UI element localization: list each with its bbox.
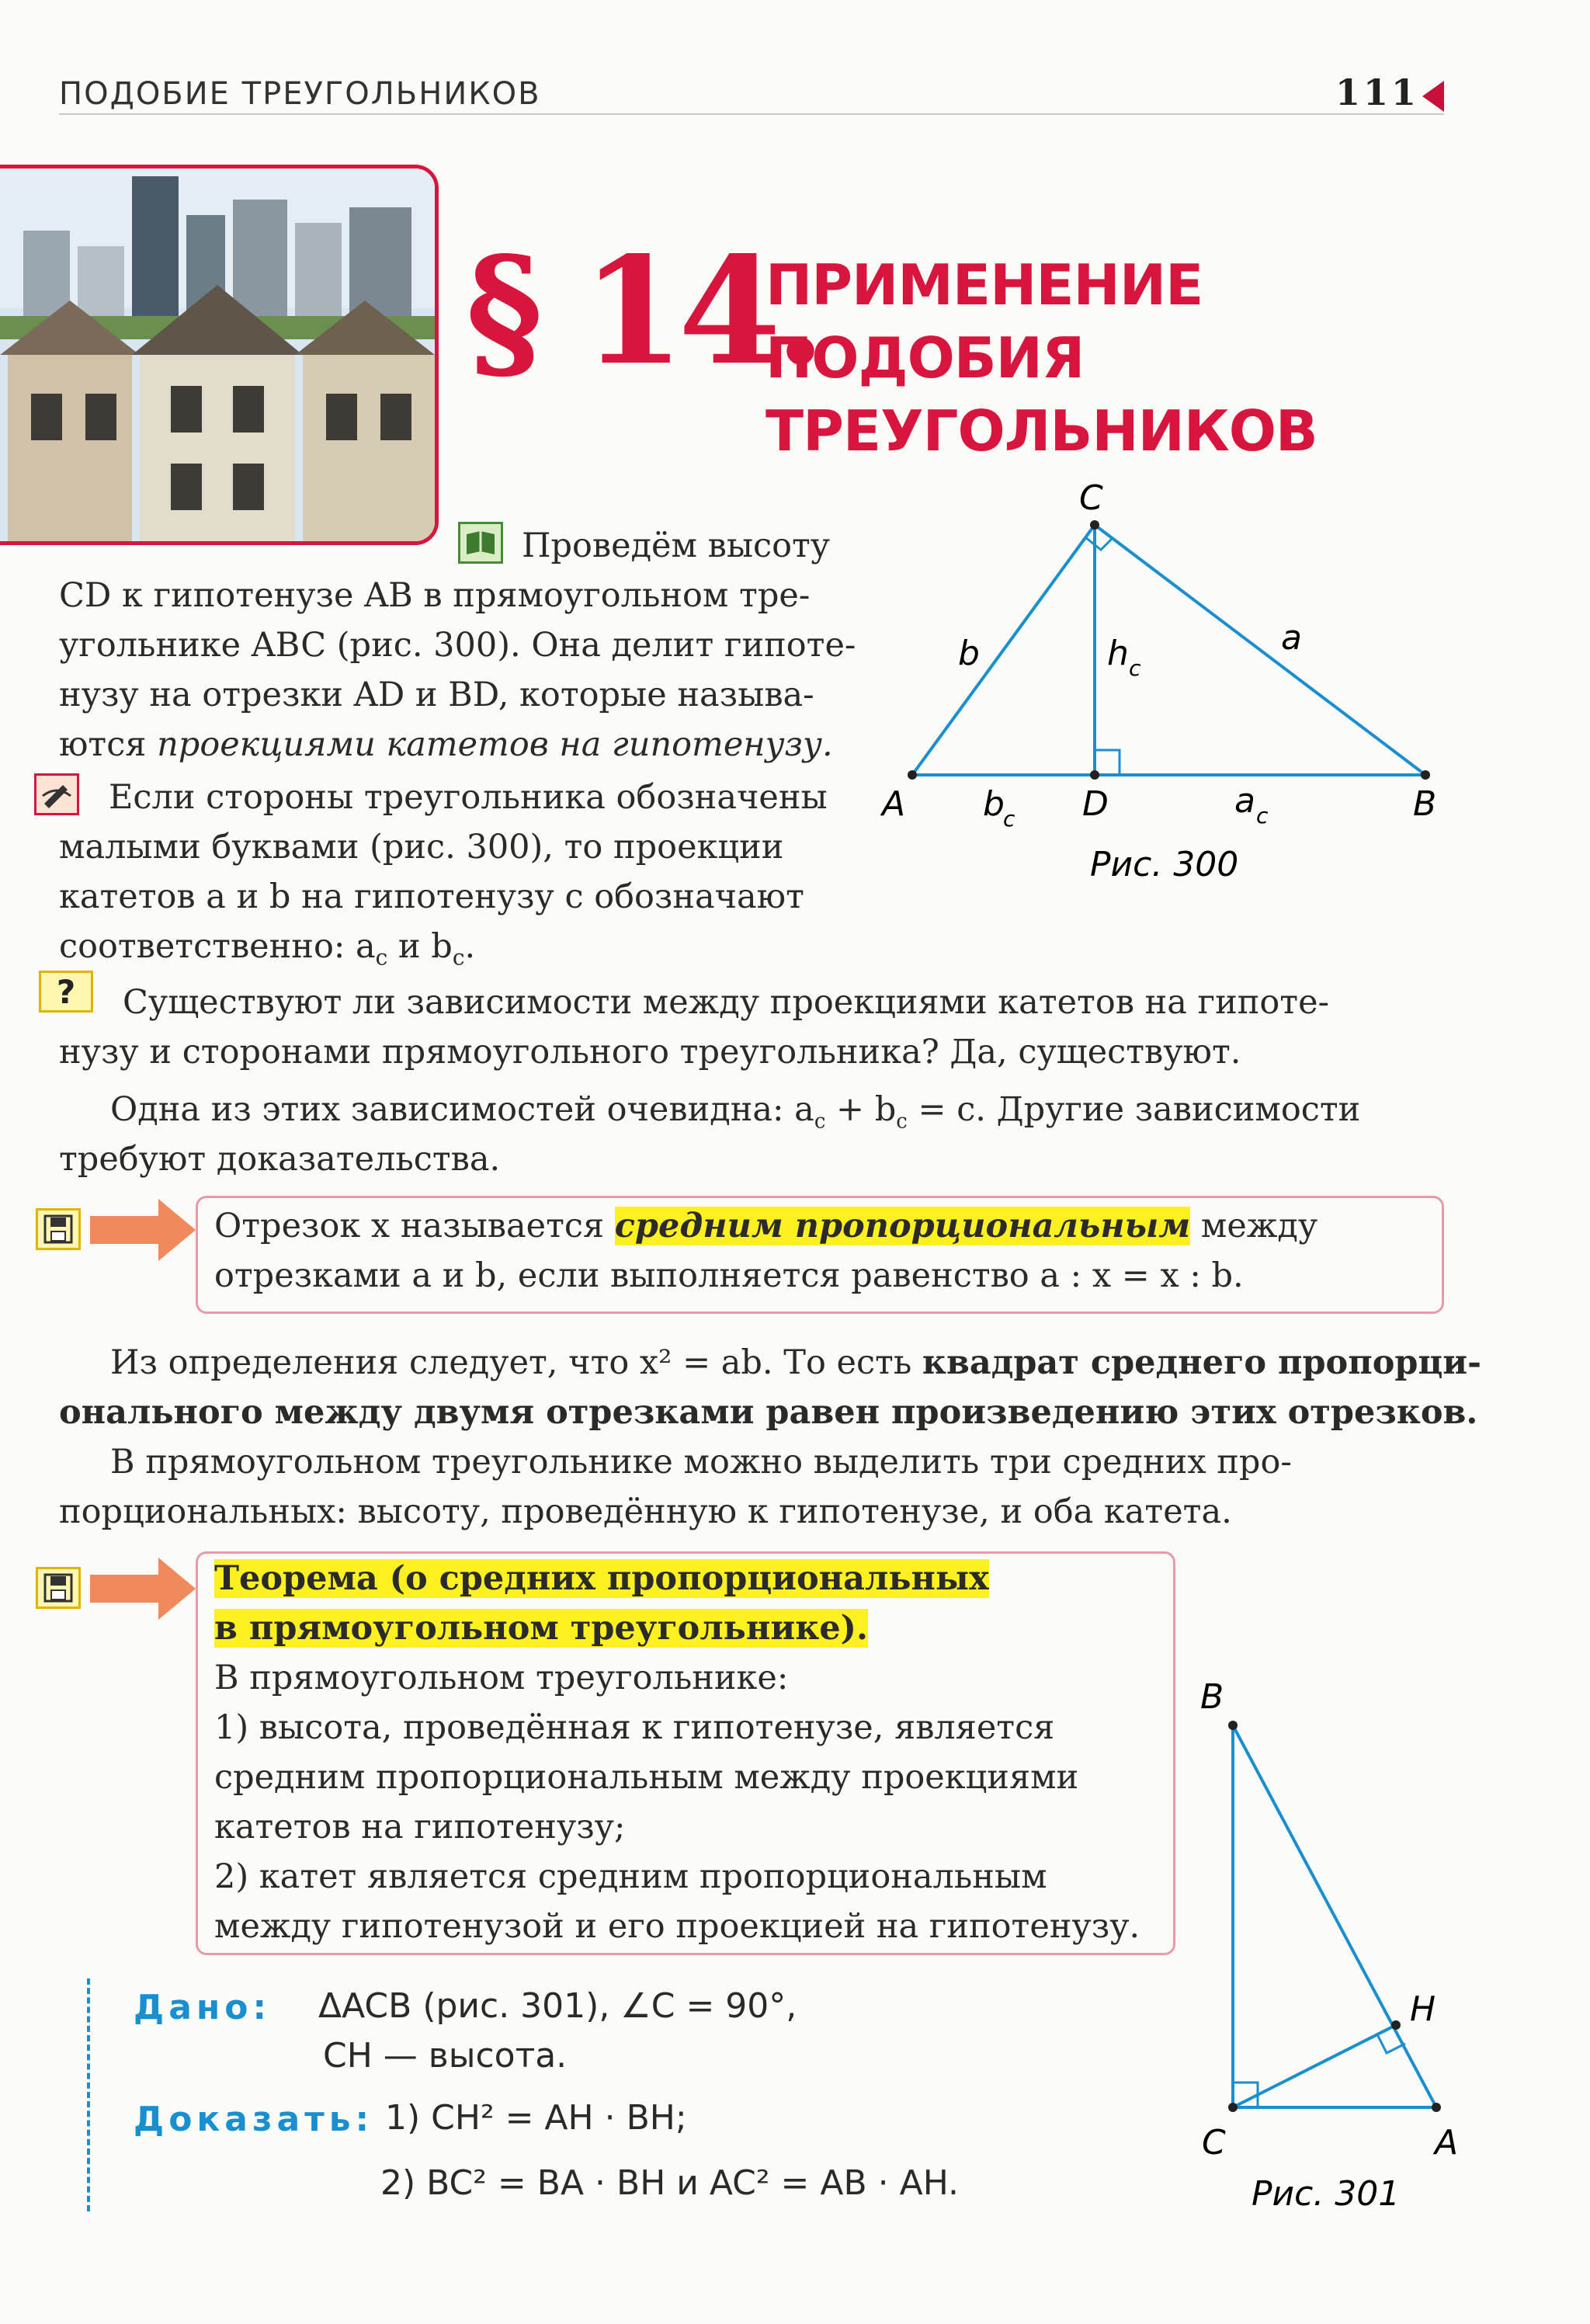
definition-line	[214, 1202, 1317, 1251]
label-c: C	[1079, 481, 1103, 518]
label-a: A	[1435, 2123, 1459, 2162]
intro-text: ются	[59, 725, 158, 764]
section-title-line: ПРИМЕНЕНИЕ	[765, 252, 1203, 318]
book-icon	[458, 522, 503, 564]
pencil-icon	[34, 773, 79, 815]
label-b: B	[1413, 784, 1437, 824]
right-angle-c	[1233, 2083, 1258, 2107]
right-angle-c	[1085, 537, 1113, 550]
section-number: § 14.	[466, 224, 821, 398]
label-a: A	[882, 784, 906, 824]
prove-label: Доказать:	[134, 2100, 374, 2139]
obvious-line: требуют доказательства.	[59, 1140, 501, 1179]
figure-caption: Рис. 301	[1252, 2174, 1401, 2214]
notation-text: .	[464, 927, 476, 966]
label-b: B	[1200, 1677, 1224, 1717]
label-ac: a	[1234, 781, 1255, 821]
figure-300	[870, 481, 1460, 916]
section-title	[765, 248, 1317, 467]
theorem-title-line: в прямоугольном треугольнике).	[214, 1609, 868, 1648]
consequence-line: порциональных: высоту, проведённую к гипотенузе, и оба катета.	[59, 1492, 1232, 1531]
subscript: c	[814, 1110, 826, 1134]
subscript: c	[375, 944, 388, 971]
city-houses-photo	[0, 165, 439, 545]
label-c: C	[1202, 2123, 1226, 2162]
label-hc: h	[1107, 634, 1129, 673]
intro-line: Проведём высоту	[522, 526, 831, 565]
question-mark: ?	[56, 972, 76, 1011]
definition-text: между	[1190, 1207, 1318, 1245]
page-number: 111	[1335, 71, 1420, 113]
section-title-line: ТРЕУГОЛЬНИКОВ	[765, 398, 1317, 464]
arrow-icon	[90, 1558, 199, 1620]
definition-line: отрезками a и b, если выполняется равенство a : x = x : b.	[214, 1256, 1244, 1295]
theorem-line: средним пропорциональным между проекциями	[214, 1758, 1079, 1797]
given-line: ΔACB (рис. 301), ∠C = 90°,	[318, 1986, 797, 2026]
save-icon	[36, 1567, 81, 1609]
label-bc-sub: c	[1003, 806, 1015, 832]
definition-term: средним пропорциональным	[614, 1207, 1191, 1245]
notation-line	[59, 922, 475, 982]
header-rule	[59, 113, 1444, 115]
consequence-text: Из определения следует, что x² = ab. То есть	[110, 1343, 922, 1382]
consequence-line: В прямоугольном треугольнике можно выделить три средних про-	[110, 1443, 1292, 1482]
definition-text: Отрезок x называется	[214, 1207, 615, 1245]
notation-line: малыми буквами (рис. 300), то проекции	[59, 828, 784, 867]
notation-line: катетов a и b на гипотенузу c обозначают	[59, 877, 804, 916]
leg-a	[1095, 525, 1425, 775]
notation-text: соответственно: a	[59, 927, 376, 966]
obvious-text: + b	[825, 1090, 897, 1129]
given-marker	[87, 1978, 90, 2211]
label-h: H	[1410, 1989, 1436, 2029]
save-icon	[36, 1208, 81, 1250]
label-bc: b	[983, 784, 1005, 824]
theorem-line: катетов на гипотенузу;	[214, 1808, 626, 1846]
intro-line: угольнике ABC (рис. 300). Она делит гипоте-	[59, 626, 856, 665]
consequence-line: онального между двумя отрезками равен произведению этих отрезков.	[59, 1393, 1478, 1432]
question-line: Существуют ли зависимости между проекциями катетов на гипоте-	[123, 983, 1330, 1022]
subscript: c	[896, 1110, 908, 1134]
label-d: D	[1082, 784, 1109, 824]
subscript: c	[452, 944, 465, 971]
label-side-a: a	[1281, 618, 1302, 658]
given-label: Дано:	[134, 1988, 272, 2027]
theorem-line: между гипотенузой и его проекцией на гипотенузу.	[214, 1907, 1140, 1946]
label-side-b: b	[958, 634, 980, 673]
theorem-line: В прямоугольном треугольнике:	[214, 1659, 789, 1697]
theorem-line: 1) высота, проведённая к гипотенузе, является	[214, 1708, 1055, 1747]
prove-line: 1) CH² = AH · BH;	[385, 2098, 687, 2138]
figure-301	[1180, 1662, 1491, 2221]
consequence-bold: квадрат среднего пропорци-	[922, 1343, 1481, 1382]
theorem-title	[214, 1604, 868, 1653]
prove-line: 2) BC² = BA · BH и AC² = AB · AH.	[380, 2163, 960, 2203]
running-head: ПОДОБИЕ ТРЕУГОЛЬНИКОВ	[59, 76, 541, 112]
intro-line: нузу на отрезки AD и BD, которые называ-	[59, 676, 814, 714]
hypotenuse-ba	[1233, 1725, 1436, 2107]
leg-b	[912, 525, 1095, 775]
label-ac-sub: c	[1256, 803, 1269, 829]
projection-term: проекциями катетов на гипотенузу.	[157, 725, 833, 764]
page-marker-icon	[1422, 81, 1444, 112]
notation-line: Если стороны треугольника обозначены	[109, 778, 828, 817]
consequence-line	[110, 1339, 1481, 1388]
intro-line: CD к гипотенузе AB в прямоугольном тре-	[59, 576, 811, 615]
theorem-title-line: Теорема (о средних пропорциональных	[214, 1559, 989, 1598]
label-hc-sub: c	[1129, 655, 1141, 681]
right-angle-d	[1095, 750, 1120, 775]
section-title-line: ПОДОБИЯ	[765, 325, 1085, 391]
given-line: CH — высота.	[323, 2036, 568, 2076]
intro-line	[59, 721, 833, 769]
theorem-title	[214, 1555, 989, 1603]
question-line: нузу и сторонами прямоугольного треугольника? Да, существуют.	[59, 1033, 1241, 1072]
theorem-line: 2) катет является средним пропорциональным	[214, 1857, 1047, 1896]
arrow-icon	[90, 1199, 199, 1261]
obvious-text: = c. Другие зависимости	[907, 1090, 1361, 1129]
figure-caption: Рис. 300	[1090, 845, 1239, 884]
question-icon	[39, 971, 93, 1013]
notation-text: и b	[387, 927, 453, 966]
obvious-text: Одна из этих зависимостей очевидна: a	[110, 1090, 814, 1129]
